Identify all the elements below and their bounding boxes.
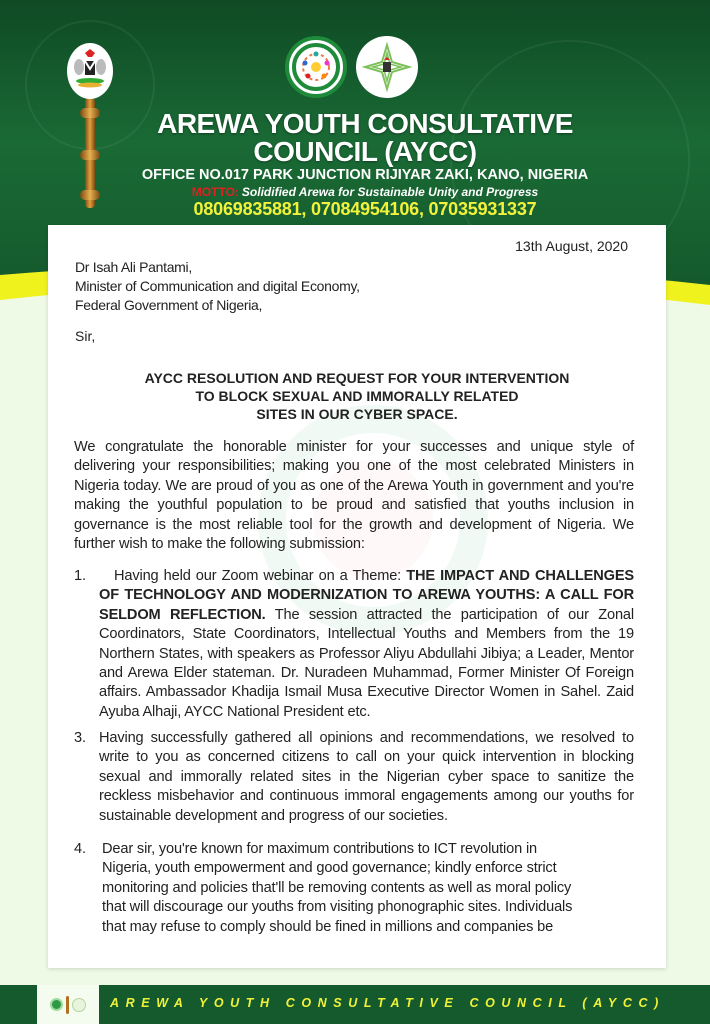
list-item-number: 4.: [74, 841, 86, 857]
addressee-name: Dr Isah Ali Pantami,: [75, 259, 192, 275]
list-item-line: Nigeria, youth empowerment and good governance; kindly enforce strict: [102, 860, 557, 877]
list-item-line: that will discourage our youths from visiting phonographic sites. Individuals: [102, 899, 573, 916]
list-item-number: 3.: [74, 730, 86, 746]
office-address: OFFICE NO.017 PARK JUNCTION RIJIYAR ZAKI, KANO, NIGERIA: [141, 167, 589, 183]
list-item: [74, 567, 634, 722]
letter-subject: [48, 369, 666, 423]
footer-logos: [37, 985, 99, 1024]
mace-icon: [66, 996, 69, 1014]
list-item-line: that may refuse to comply should be fined in millions and companies be: [102, 918, 554, 935]
subject-line: AYCC RESOLUTION AND REQUEST FOR YOUR INTERVENTION: [144, 370, 570, 386]
subject-line: TO BLOCK SEXUAL AND IMMORALLY RELATED: [195, 388, 519, 404]
addressee-title: Minister of Communication and digital Economy,: [75, 278, 360, 294]
organization-title-line2: COUNCIL (AYCC): [253, 136, 477, 167]
webinar-theme: THE IMPACT AND CHALLENGES OF TECHNOLOGY AND MODERNIZATION TO AREWA YOUTHS: A CALL FOR SELDOM REFLECTION.: [99, 568, 634, 623]
motto-label: MOTTO:: [191, 185, 239, 199]
list-item-number: 1.: [74, 568, 86, 584]
letter-date: 13th August, 2020: [515, 238, 628, 254]
motto: [0, 185, 710, 199]
intro-paragraph: We congratulate the honorable minister for your successes and unique style of delivering your responsibilities; making you one of the most celebrated Ministers in Nigeria today. We are proud of you as one of the Arewa Youth in government and you're making the youthful population to be proud and satisfied that youths inclusion in governance is the most reliable tool for the growth and development of Nigeria. We further wish to make the following submission:: [74, 439, 634, 553]
list-item-lead: Having held our Zoom webinar on a Theme:: [114, 568, 407, 584]
list-item-body: [99, 567, 634, 722]
coat-of-arms-icon: [67, 43, 113, 99]
organization-title: [0, 110, 710, 166]
letterhead-footer: [0, 985, 710, 1024]
addressee-block: [75, 258, 360, 315]
phone-numbers: 08069835881, 07084954106, 07035931337: [193, 199, 537, 219]
addressee-organization: Federal Government of Nigeria,: [75, 297, 263, 313]
organization-title-line1: AREWA YOUTH CONSULTATIVE: [157, 108, 573, 139]
list-item: [74, 840, 634, 937]
list-item-line: Dear sir, you're known for maximum contributions to ICT revolution in: [102, 841, 538, 857]
aycc-logo-icon: [50, 998, 63, 1011]
list-item-line: monitoring and policies that'll be removing contents as well as moral policy: [102, 879, 572, 896]
list-item-body: [102, 840, 634, 937]
letter-paper: [48, 225, 666, 968]
footer-organization-name: AREWA YOUTH CONSULTATIVE COUNCIL (AYCC): [110, 996, 665, 1010]
list-item-body: Having successfully gathered all opinions and recommendations, we resolved to write to you as concerned citizens to call on your quick intervention in blocking sexual and immorally related sites in the Nigerian cyber space to sanitize the reckless misbehavior and continuous immoral engagements among our youths for sustainable development and progress of our societies.: [99, 730, 634, 824]
list-item-text: The session attracted the participation of our Zonal Coordinators, State Coordinators, Intellectual Youths and Members from the 19 Northern States, with speakers as Professor Aliyu Abdullahi Jibiya; a Leader, Mentor and Arewa Elder stateman. Dr. Nuradeen Muhammad, Former Minister Of Foreign affairs. Ambassador Khadija Ismail Musa Executive Director Women in Sahel. Zaid Ayuba Alhaji, AYCC National President etc.: [99, 606, 634, 720]
list-item: [74, 729, 634, 826]
aycc-logo-icon: [285, 36, 347, 98]
salutation: Sir,: [75, 328, 96, 344]
motto-text: Solidified Arewa for Sustainable Unity and Progress: [241, 185, 539, 199]
arewa-star-logo-icon: [356, 36, 418, 98]
arewa-star-logo-icon: [72, 998, 86, 1012]
subject-line: SITES IN OUR CYBER SPACE.: [256, 406, 458, 422]
